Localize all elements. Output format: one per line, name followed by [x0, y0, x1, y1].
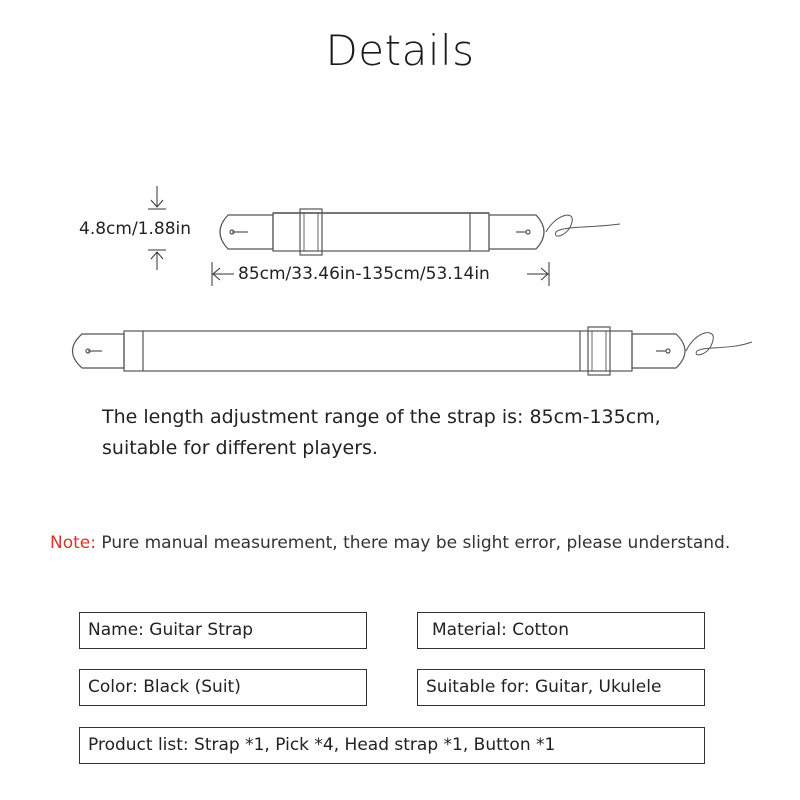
- short-strap-buckle: [300, 209, 322, 255]
- length-label: 85cm/33.46in-135cm/53.14in: [238, 264, 490, 284]
- spec-suitable-box: [417, 669, 705, 706]
- note: [50, 533, 730, 553]
- short-strap-head-string: [546, 215, 620, 236]
- spec-color-box: [79, 669, 367, 706]
- description: [102, 402, 742, 464]
- short-strap-illustration: [220, 209, 620, 255]
- spec-color: Color: Black (Suit): [88, 677, 241, 697]
- width-label: 4.8cm/1.88in: [79, 219, 192, 239]
- spec-product-list-box: [79, 727, 705, 764]
- spec-product-list: Product list: Strap *1, Pick *4, Head strap *1, Button *1: [88, 735, 556, 755]
- long-strap-buckle: [588, 327, 610, 375]
- spec-name-box: [79, 612, 367, 649]
- long-strap-right-hole: [666, 349, 670, 353]
- long-strap-illustration: [73, 327, 753, 375]
- spec-suitable: Suitable for: Guitar, Ukulele: [426, 677, 662, 697]
- spec-material: Material: Cotton: [432, 620, 569, 640]
- note-label: Note:: [50, 533, 96, 553]
- page-title: Details: [325, 26, 475, 75]
- short-strap-right-hole: [526, 230, 530, 234]
- short-strap-body: [273, 213, 489, 251]
- description-line-1: The length adjustment range of the strap is: 85cm-135cm,: [102, 406, 661, 428]
- long-strap-body: [124, 331, 632, 371]
- note-text: Pure manual measurement, there may be slight error, please understand.: [95, 533, 731, 553]
- description-line-2: suitable for different players.: [102, 437, 378, 459]
- long-strap-head-string: [686, 333, 752, 355]
- spec-material-box: [417, 612, 705, 649]
- spec-name: Name: Guitar Strap: [88, 620, 254, 640]
